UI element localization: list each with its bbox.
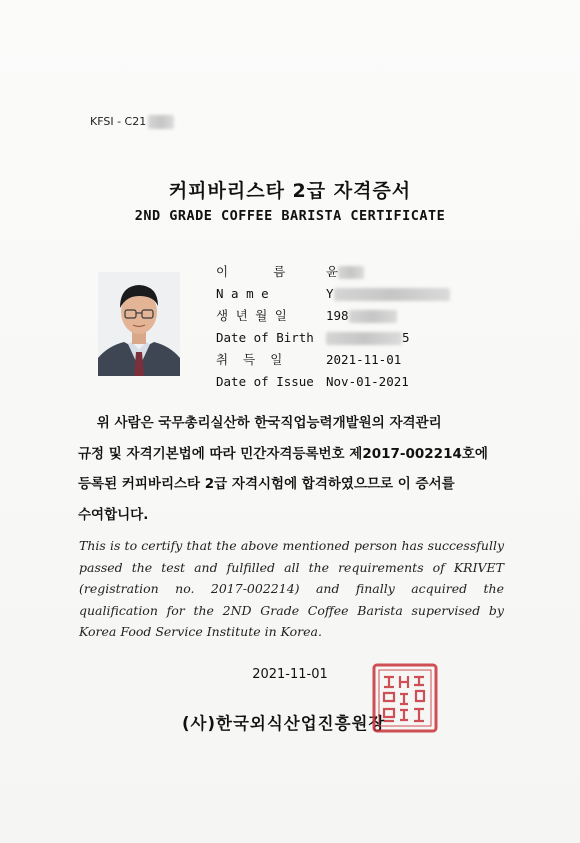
issuer-name: (사)한국외식산업진흥원장 [182, 714, 386, 733]
birth-korean-value: 198 [326, 305, 397, 327]
name-english-row [216, 283, 450, 305]
birth-english-value: 5 [326, 327, 410, 349]
korean-statement-line: 위 사람은 국무총리실산하 한국직업능력개발원의 자격관리 [78, 415, 442, 431]
korean-statement-line: 규정 및 자격기본법에 따라 민간자격등록번호 제2017-002214호에 [78, 445, 488, 462]
redacted-number [148, 115, 174, 129]
issue-english-label: Date of Issue [216, 374, 314, 389]
redacted-birth-english [326, 332, 402, 345]
issue-english-value: Nov-01-2021 [326, 374, 409, 389]
korean-statement [78, 408, 508, 530]
birth-korean-row [216, 305, 450, 327]
title-korean: 커피바리스타 2급 자격증서 [168, 180, 412, 202]
birth-english-row [216, 327, 450, 349]
birth-korean-label: 생 년 월 일 [216, 308, 287, 323]
name-korean-value: 윤 [326, 261, 364, 283]
issue-korean-value: 2021-11-01 [326, 352, 402, 367]
redacted-name-english [334, 288, 450, 301]
redacted-birth-korean [349, 310, 397, 323]
official-seal-icon [372, 663, 438, 733]
portrait-image [98, 272, 180, 376]
english-statement: This is to certify that the above mentioned person has successfully passed the test and fulfilled all the requirements of KRIVET (registration no. 2017-002214) and finally acquired the qualification for the 2ND Grade Coffee Barista supervised by Korea Food Service Institute in Korea. [79, 538, 504, 639]
korean-statement-line: 등록된 커피바리스타 2급 자격시험에 합격하였으므로 이 증서를 [78, 476, 455, 492]
name-english-value: Y [326, 283, 450, 305]
title-english: 2ND GRADE COFFEE BARISTA CERTIFICATE [134, 208, 446, 224]
holder-photo [98, 272, 180, 376]
issue-korean-row [216, 349, 450, 371]
issue-english-row [216, 371, 450, 393]
name-korean-label: 이 름 [216, 264, 286, 279]
name-english-label: N a m e [216, 286, 269, 301]
redacted-name-korean [338, 266, 364, 279]
korean-statement-line: 수여합니다. [78, 506, 149, 523]
holder-info [216, 261, 450, 393]
certificate-number [90, 115, 174, 129]
name-korean-row [216, 261, 450, 283]
certificate-number-prefix: KFSI - C21 [90, 115, 147, 128]
birth-english-label: Date of Birth [216, 330, 314, 345]
issue-korean-label: 취 득 일 [216, 352, 283, 367]
issue-date: 2021-11-01 [252, 667, 328, 682]
